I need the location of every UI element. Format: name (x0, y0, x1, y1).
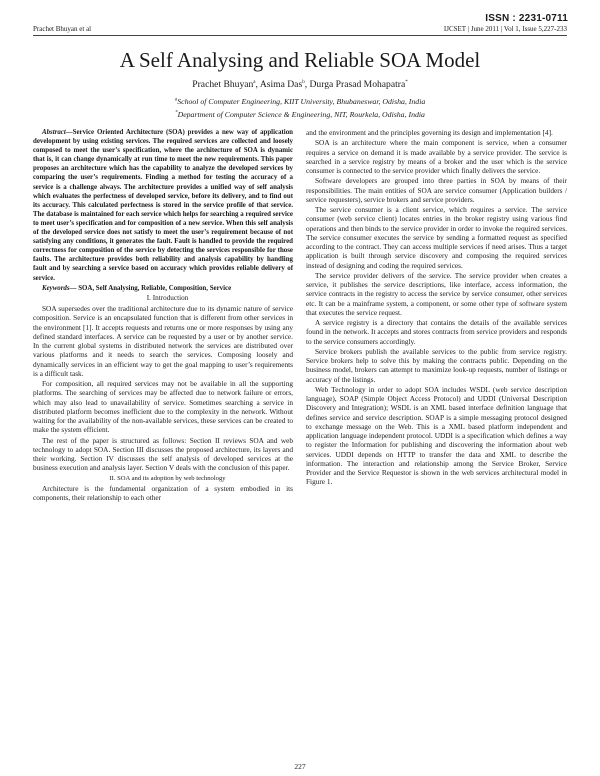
keywords-label: Keywords (42, 284, 70, 292)
paper-title: A Self Analysing and Reliable SOA Model (119, 48, 481, 72)
body-paragraph: The rest of the paper is structured as follows: Section II reviews SOA and web technology to adopt SOA. Section III discusses the proposed architecture, its layers and their working. Section IV discusses the self analysis of developed services at the business execution and analysis layer. Section V deals with the conclusion of this paper. (33, 435, 293, 473)
affiliation-mark: a (174, 97, 178, 103)
body-paragraph: The service consumer is a client service, which requires a service. The service consumer (web service client) locates entries in the broker registry using various find operations and then binds to the service provider in order to invoke the required services. The service consumer executes the service by sending a formatted request as specified according to the contract. They can access multiple services if need arises. Thus a target application is built through service discovery and composing the required services instead of designing and coding the required services. (306, 205, 567, 270)
abstract (33, 128, 293, 283)
body-paragraph: The service provider delivers of the service. The service provider when creates a service, it publishes the service descriptions, like interface, access information, the service contracts in the registry to access the service by service consumer, other services etc. It can be a mainframe system, a component, or some other type of software system that executes the service request. (306, 270, 567, 317)
affiliation-2 (0, 110, 600, 119)
body-paragraph: A service registry is a directory that contains the details of the available services found in the network. It accepts and stores contracts from service providers and responds to the service consumers accordingly. (306, 318, 567, 346)
author-name: Prachet Bhuyan (192, 79, 254, 90)
header-rule (33, 35, 567, 36)
author-list: Prachet Bhuyan$^a$, Asima Das$^b$, Durga Prasad Mohapatra* (192, 79, 408, 90)
affiliation-1 (0, 97, 600, 106)
body-paragraph: Web Technology in order to adopt SOA includes WSDL (web service description language), SOAP (Simple Object Access Protocol) and UDDI (Universal Description Discovery and Integration); WSDL is an XML based interface definition language that defines service and service description. SOAP is a simple messaging protocol designed to exchange message on the Web. This is a XML based platform independent and application language independent protocol. UDDI is a specification which defines a way to register the Information for publishing and discovering the information about web services. UDDI depends on HTTP to transfer the data and XML to describe the information. The interaction and relationship among the Service Broker, Service Provider and the Service Requestor is shown in the web services architectural model in Figure 1. (306, 384, 567, 487)
affiliation-mark: * (175, 110, 178, 116)
journal-info: IJCSET | June 2011 | Vol 1, Issue 5,227-233 (443, 25, 567, 33)
right-column (306, 128, 567, 488)
section-heading: II. SOA and its adoption by web technology (109, 474, 226, 482)
affiliation-text: School of Computer Engineering, KIIT University, Bhubaneswar, Odisha, India (177, 97, 426, 106)
issn-label: ISSN : 2231-0711 (485, 13, 568, 24)
affiliation-text: Department of Computer Science & Engineering, NIT, Rourkela, Odisha, India (177, 110, 425, 119)
section-heading: I. Introduction (146, 293, 189, 302)
abstract-text: —Service Oriented Architecture (SOA) provides a new way of application development by using existing services. The required services are collected and loosely composed to meet the user’s specification, where the architecture of SOA is dynamic that is, it can change dynamically at run time to meet the new requirements. This paper proposes an architecture which has the capability to analyze the developed services by comparing the user’s requirements. Finding a method for testing the accuracy of a service is a challenge always. The architecture provides a unified way of self analysis which evaluates the perfectness of developed service, before its delivery, and to find out its accuracy. This calculated perfectness is stored in the service profile of that service. The database is maintained for each service which helps for searching a required service to meet user’s specification and for composition of a new service. When this self analysis of the developed service does not satisfy to meet the user’s requirement because of not satisfying any conditions, it generates the fault. Fault is handled to provide the required correctness for composition of the service by detecting the services responsible for those faults. The architecture provides both reliability and analysis capability by handling fault and by searching a service based on accuracy which provides reliable delivery of service. (33, 129, 293, 282)
keywords-text: — SOA, Self Analysing, Reliable, Composition, Service (69, 284, 232, 292)
author-mark: b (302, 79, 305, 85)
page-number: 227 (294, 762, 306, 771)
keywords (33, 284, 293, 293)
left-column (33, 128, 293, 503)
body-paragraph: For composition, all required services may not be available in all the supporting platforms. The searching of services may be affected due to network failure or errors, which may also lead to unavailability of service. Sometimes searching a service in distributed platform becomes inefficient due to the complexity in the network. Without waiting for the availability of the non-available services, these services can be created to make the system efficient. (33, 379, 293, 435)
running-author: Prachet Bhuyan et al (33, 25, 92, 33)
body-paragraph: Architecture is the fundamental organization of a system embodied in its components, their relationship to each other (33, 483, 293, 503)
author-name: Durga Prasad Mohapatra (309, 79, 406, 90)
body-paragraph: SOA is an architecture where the main component is service, when a consumer requires a service on demand it is made available by a service provider. The service is searched in a service registry by means of a broker and the user which is the service consumer is connected to the service provider which finally delivers the service. (306, 138, 567, 175)
body-paragraph: Service brokers publish the available services to the public from service registry. Service brokers help to solve this by making the contracts public. Depending on the business model, brokers can attempt to maximize look-up requests, number of listings or accuracy of the listings. (306, 346, 567, 384)
abstract-label: Abstract (42, 129, 66, 136)
author-mark: a (253, 79, 256, 85)
author-mark: * (405, 79, 408, 85)
body-paragraph: Software developers are grouped into three parties in SOA by means of their responsibilities. The main entities of SOA are service consumer (Application builders / service requesters), service brokers and service providers. (306, 176, 567, 204)
author-name: Asima Das (259, 79, 303, 90)
body-paragraph: and the environment and the principles governing its design and implementation [4]. (306, 128, 553, 137)
body-paragraph: SOA supersedes over the traditional architecture due to its dynamic nature of service composition. Service is an encapsulated function that is different from other services in the environment [1]. It accepts requests and returns one or more responses by using any defined standard interfaces. A service can be requested by a user or by another service. In the current global systems in distributed network the services are distributed over various platforms and it needs to search the services. Composing loosely and dynamically services in an efficient way to get the goal mapping to user’s requirements is a difficult task. (33, 304, 293, 378)
